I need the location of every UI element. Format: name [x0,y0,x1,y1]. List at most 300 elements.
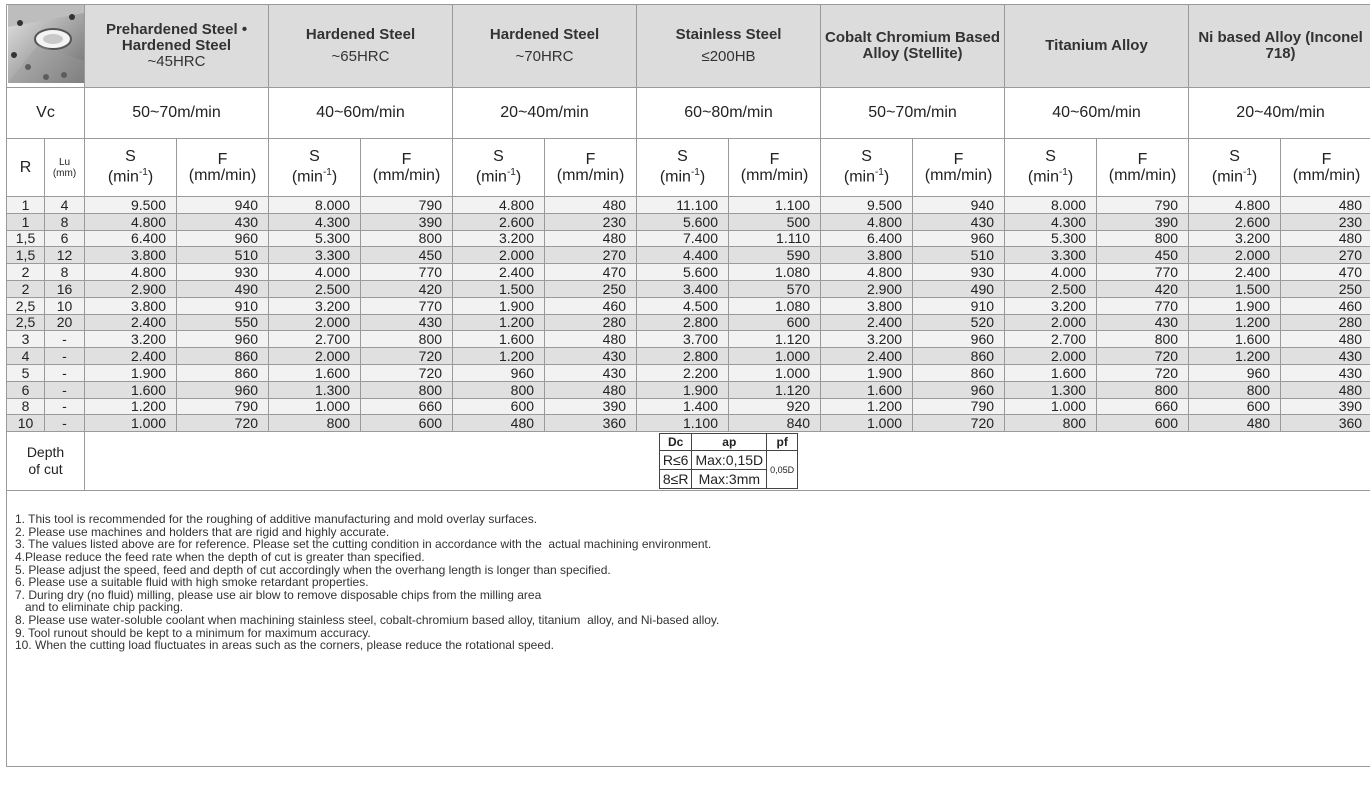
feed-cell: 1.100 [729,197,821,214]
speed-cell: 5.300 [269,230,361,247]
col-feed: F (mm/min) [913,139,1005,197]
note-line: 5. Please adjust the speed, feed and depth of cut accordingly when the overhang length is longer than specified. [15,562,611,577]
feed-cell: 480 [1281,381,1370,398]
speed-cell: 1.500 [453,280,545,297]
note-line: 2. Please use machines and holders that are rigid and highly accurate. [15,524,390,539]
feed-cell: 230 [1281,213,1370,230]
speed-cell: 5.600 [637,264,729,281]
material-header-4: Stainless Steel ≤200HB [637,5,821,88]
speed-cell: 1.200 [453,314,545,331]
feed-cell: 660 [1097,398,1189,415]
depth-header-ap: ap [692,434,767,451]
speed-cell: 1.600 [85,381,177,398]
feed-cell: 480 [545,230,637,247]
speed-cell: 6.400 [85,230,177,247]
speed-cell: 800 [269,415,361,432]
feed-cell: 390 [1281,398,1370,415]
speed-cell: 3.300 [269,247,361,264]
speed-cell: 480 [453,415,545,432]
material-header-6: Titanium Alloy [1005,5,1189,88]
speed-cell: 1.900 [453,297,545,314]
length-cell: 20 [45,314,85,331]
feed-cell: 570 [729,280,821,297]
speed-cell: 9.500 [85,197,177,214]
vc-value: 40~60m/min [269,88,453,139]
feed-cell: 940 [177,197,269,214]
speed-cell: 2.900 [821,280,913,297]
speed-cell: 1.100 [637,415,729,432]
depth-of-cut-row [7,432,1370,491]
speed-cell: 960 [1189,364,1281,381]
speed-cell: 6.400 [821,230,913,247]
speed-cell: 3.800 [821,297,913,314]
speed-cell: 800 [1189,381,1281,398]
feed-cell: 280 [1281,314,1370,331]
depth-label: Depth of cut [7,432,85,491]
feed-cell: 430 [177,213,269,230]
radius-cell: 4 [7,348,45,365]
feed-cell: 510 [913,247,1005,264]
feed-cell: 720 [913,415,1005,432]
note-line: 6. Please use a suitable fluid with high smoke retardant properties. [15,575,369,590]
speed-cell: 2.800 [637,348,729,365]
speed-cell: 3.200 [1005,297,1097,314]
speed-cell: 2.200 [637,364,729,381]
speed-cell: 11.100 [637,197,729,214]
feed-cell: 360 [1281,415,1370,432]
vc-value: 50~70m/min [85,88,269,139]
tool-illustration [7,5,85,88]
vc-value: 20~40m/min [1189,88,1370,139]
speed-cell: 3.200 [453,230,545,247]
col-lu: Lu (mm) [45,139,85,197]
speed-cell: 1.200 [1189,348,1281,365]
table-row [7,247,1370,264]
radius-cell: 1,5 [7,247,45,264]
speed-cell: 2.500 [269,280,361,297]
depth-pf-value: 0,05D [767,451,798,489]
length-cell: 6 [45,230,85,247]
speed-cell: 4.400 [637,247,729,264]
speed-cell: 600 [1189,398,1281,415]
table-row [7,230,1370,247]
speed-cell: 4.800 [85,264,177,281]
speed-cell: 3.200 [821,331,913,348]
feed-cell: 510 [177,247,269,264]
speed-cell: 1.600 [1005,364,1097,381]
feed-cell: 270 [1281,247,1370,264]
feed-cell: 860 [913,348,1005,365]
feed-cell: 860 [177,364,269,381]
speed-cell: 3.800 [85,297,177,314]
feed-cell: 430 [361,314,453,331]
table-row [7,381,1370,398]
speed-cell: 960 [453,364,545,381]
radius-cell: 1 [7,213,45,230]
feed-cell: 520 [913,314,1005,331]
speed-cell: 480 [1189,415,1281,432]
feed-cell: 430 [545,364,637,381]
feed-cell: 390 [1097,213,1189,230]
speed-cell: 1.200 [821,398,913,415]
length-cell: 8 [45,264,85,281]
table-row [7,264,1370,281]
feed-cell: 720 [361,348,453,365]
speed-cell: 2.400 [85,314,177,331]
length-cell: - [45,381,85,398]
col-feed: F (mm/min) [1281,139,1370,197]
feed-cell: 1.120 [729,381,821,398]
speed-cell: 4.300 [1005,213,1097,230]
feed-cell: 790 [361,197,453,214]
speed-cell: 9.500 [821,197,913,214]
speed-cell: 3.200 [85,331,177,348]
speed-cell: 4.800 [821,213,913,230]
speed-cell: 800 [1005,415,1097,432]
length-cell: 8 [45,213,85,230]
speed-cell: 2.400 [821,348,913,365]
speed-cell: 2.000 [1189,247,1281,264]
feed-cell: 600 [1097,415,1189,432]
feed-cell: 790 [913,398,1005,415]
feed-cell: 230 [545,213,637,230]
table-row [7,314,1370,331]
col-feed: F (mm/min) [729,139,821,197]
feed-cell: 1.080 [729,297,821,314]
speed-cell: 2.400 [85,348,177,365]
depth-ap-value: Max:3mm [692,470,767,489]
table-row [7,331,1370,348]
speed-cell: 600 [453,398,545,415]
vc-value: 60~80m/min [637,88,821,139]
feed-cell: 840 [729,415,821,432]
feed-cell: 770 [361,297,453,314]
feed-cell: 480 [1281,331,1370,348]
feed-cell: 270 [545,247,637,264]
feed-cell: 490 [177,280,269,297]
speed-cell: 1.000 [85,415,177,432]
speed-cell: 1.600 [1189,331,1281,348]
note-line: 10. When the cutting load fluctuates in areas such as the corners, please reduce the rotational speed. [15,638,554,653]
feed-cell: 800 [361,381,453,398]
notes-block [7,491,1370,767]
speed-cell: 2.700 [1005,331,1097,348]
col-r: R [7,139,45,197]
speed-cell: 4.500 [637,297,729,314]
feed-cell: 500 [729,213,821,230]
feed-cell: 920 [729,398,821,415]
feed-cell: 960 [913,381,1005,398]
speed-cell: 4.800 [821,264,913,281]
col-feed: F (mm/min) [545,139,637,197]
col-speed: S $(\min^{-1})$ [821,139,913,197]
speed-cell: 3.700 [637,331,729,348]
feed-cell: 1.120 [729,331,821,348]
feed-cell: 1.110 [729,230,821,247]
feed-cell: 450 [361,247,453,264]
feed-cell: 550 [177,314,269,331]
feed-cell: 250 [545,280,637,297]
col-feed: F (mm/min) [177,139,269,197]
speed-cell: 4.800 [85,213,177,230]
feed-cell: 430 [545,348,637,365]
feed-cell: 960 [177,230,269,247]
feed-cell: 1.000 [729,348,821,365]
feed-cell: 800 [361,230,453,247]
material-header-5: Cobalt Chromium Based Alloy (Stellite) [821,5,1005,88]
depth-header-dc: Dc [659,434,692,451]
feed-cell: 790 [1097,197,1189,214]
feed-cell: 480 [545,197,637,214]
speed-cell: 5.600 [637,213,729,230]
feed-cell: 480 [1281,230,1370,247]
feed-cell: 960 [913,230,1005,247]
feed-cell: 790 [177,398,269,415]
col-feed: F (mm/min) [1097,139,1189,197]
speed-cell: 1.000 [821,415,913,432]
speed-cell: 1.400 [637,398,729,415]
feed-cell: 360 [545,415,637,432]
depth-dc-value: 8≤R [659,470,692,489]
feed-cell: 720 [177,415,269,432]
speed-cell: 3.800 [821,247,913,264]
speed-cell: 1.300 [269,381,361,398]
length-cell: - [45,348,85,365]
feed-cell: 720 [1097,348,1189,365]
speed-cell: 3.800 [85,247,177,264]
radius-cell: 8 [7,398,45,415]
feed-cell: 460 [1281,297,1370,314]
speed-cell: 1.900 [1189,297,1281,314]
feed-cell: 800 [361,331,453,348]
feed-cell: 250 [1281,280,1370,297]
feed-cell: 720 [361,364,453,381]
speed-cell: 1.000 [1005,398,1097,415]
material-header-row [7,5,1370,88]
col-speed: S $(\min^{-1})$ [1005,139,1097,197]
radius-cell: 5 [7,364,45,381]
radius-cell: 10 [7,415,45,432]
depth-table-cell [85,432,1370,491]
speed-cell: 4.000 [1005,264,1097,281]
length-cell: 16 [45,280,85,297]
speed-cell: 1.000 [269,398,361,415]
radius-cell: 3 [7,331,45,348]
feed-cell: 930 [177,264,269,281]
feed-cell: 860 [177,348,269,365]
vc-label: Vc [7,88,85,139]
radius-cell: 2 [7,264,45,281]
feed-cell: 770 [1097,264,1189,281]
feed-cell: 910 [913,297,1005,314]
speed-cell: 5.300 [1005,230,1097,247]
vc-value: 50~70m/min [821,88,1005,139]
material-header-2: Hardened Steel ~65HRC [269,5,453,88]
depth-of-cut-table [659,433,798,489]
speed-cell: 7.400 [637,230,729,247]
depth-header-pf: pf [767,434,798,451]
note-line: and to eliminate chip packing. [15,600,184,615]
length-cell: 12 [45,247,85,264]
length-cell: - [45,398,85,415]
feed-cell: 960 [177,331,269,348]
feed-cell: 470 [545,264,637,281]
feed-cell: 910 [177,297,269,314]
feed-cell: 420 [361,280,453,297]
col-speed: S $(\min^{-1})$ [453,139,545,197]
speed-cell: 3.400 [637,280,729,297]
speed-cell: 1.600 [453,331,545,348]
feed-cell: 1.000 [729,364,821,381]
feed-cell: 390 [361,213,453,230]
speed-cell: 3.300 [1005,247,1097,264]
feed-cell: 280 [545,314,637,331]
speed-cell: 1.600 [269,364,361,381]
speed-cell: 2.600 [453,213,545,230]
depth-ap-value: Max:0,15D [692,451,767,470]
speed-cell: 3.200 [1189,230,1281,247]
feed-cell: 800 [1097,230,1189,247]
table-row [7,348,1370,365]
table-row [7,297,1370,314]
table-row [7,415,1370,432]
table-row [7,197,1370,214]
feed-cell: 770 [361,264,453,281]
vc-value: 40~60m/min [1005,88,1189,139]
note-line: 8. Please use water-soluble coolant when machining stainless steel, cobalt-chromium based alloy, titanium alloy, and Ni-based alloy. [15,612,720,627]
material-header-7: Ni based Alloy (Inconel 718) [1189,5,1370,88]
feed-cell: 450 [1097,247,1189,264]
feed-cell: 420 [1097,280,1189,297]
speed-cell: 2.900 [85,280,177,297]
speed-cell: 2.000 [269,314,361,331]
feed-cell: 590 [729,247,821,264]
speed-cell: 2.600 [1189,213,1281,230]
workpiece-icon [8,5,84,83]
col-speed: S $(\min^{-1})$ [85,139,177,197]
speed-cell: 2.000 [453,247,545,264]
radius-cell: 1 [7,197,45,214]
feed-cell: 660 [361,398,453,415]
note-line: 3. The values listed above are for reference. Please set the cutting condition in accordance with the actual machining environment. [15,537,712,552]
speed-cell: 2.400 [821,314,913,331]
material-header-3: Hardened Steel ~70HRC [453,5,637,88]
speed-cell: 800 [453,381,545,398]
speed-cell: 1.900 [637,381,729,398]
table-row [7,280,1370,297]
radius-cell: 1,5 [7,230,45,247]
note-line: 9. Tool runout should be kept to a minimum for maximum accuracy. [15,625,371,640]
table-row [7,398,1370,415]
feed-cell: 390 [545,398,637,415]
feed-cell: 480 [1281,197,1370,214]
note-line: 7. During dry (no fluid) milling, please use air blow to remove disposable chips from the milling area [15,587,542,602]
feed-cell: 940 [913,197,1005,214]
table-row [7,213,1370,230]
note-line: 1. This tool is recommended for the roughing of additive manufacturing and mold overlay surfaces. [15,512,538,527]
radius-cell: 2,5 [7,314,45,331]
speed-cell: 2.400 [453,264,545,281]
speed-cell: 3.200 [269,297,361,314]
speed-cell: 1.200 [1189,314,1281,331]
length-cell: 4 [45,197,85,214]
col-speed: S $(\min^{-1})$ [637,139,729,197]
speed-cell: 4.300 [269,213,361,230]
feed-cell: 930 [913,264,1005,281]
feed-cell: 800 [1097,331,1189,348]
depth-dc-value: R≤6 [659,451,692,470]
material-header-1: Prehardened Steel • Hardened Steel ~45HRC [85,5,269,88]
feed-cell: 960 [177,381,269,398]
radius-cell: 2,5 [7,297,45,314]
speed-cell: 4.800 [1189,197,1281,214]
speed-cell: 4.000 [269,264,361,281]
feed-cell: 720 [1097,364,1189,381]
speed-cell: 2.000 [269,348,361,365]
feed-cell: 430 [1281,364,1370,381]
speed-cell: 2.700 [269,331,361,348]
radius-cell: 6 [7,381,45,398]
feed-cell: 960 [913,331,1005,348]
feed-cell: 600 [729,314,821,331]
length-cell: - [45,331,85,348]
feed-cell: 1.080 [729,264,821,281]
feed-cell: 480 [545,381,637,398]
col-speed: S $(\min^{-1})$ [1189,139,1281,197]
length-cell: - [45,415,85,432]
length-cell: 10 [45,297,85,314]
col-feed: F (mm/min) [361,139,453,197]
speed-cell: 8.000 [1005,197,1097,214]
table-row [7,364,1370,381]
speed-cell: 1.600 [821,381,913,398]
feed-cell: 480 [545,331,637,348]
feed-cell: 470 [1281,264,1370,281]
speed-cell: 2.800 [637,314,729,331]
speed-cell: 2.400 [1189,264,1281,281]
feed-cell: 860 [913,364,1005,381]
speed-cell: 1.200 [453,348,545,365]
speed-cell: 1.500 [1189,280,1281,297]
speed-cell: 1.300 [1005,381,1097,398]
speed-cell: 1.900 [821,364,913,381]
feed-cell: 600 [361,415,453,432]
length-cell: - [45,364,85,381]
speed-cell: 2.500 [1005,280,1097,297]
feed-cell: 800 [1097,381,1189,398]
notes-row [7,491,1370,767]
cutting-speed-row [7,88,1370,139]
feed-cell: 490 [913,280,1005,297]
speed-cell: 2.000 [1005,348,1097,365]
cutting-conditions-table [6,4,1370,767]
speed-cell: 8.000 [269,197,361,214]
feed-cell: 770 [1097,297,1189,314]
feed-cell: 430 [1281,348,1370,365]
note-line: 4.Please reduce the feed rate when the depth of cut is greater than specified. [15,549,425,564]
speed-cell: 4.800 [453,197,545,214]
column-header-row [7,139,1370,197]
speed-cell: 2.000 [1005,314,1097,331]
feed-cell: 430 [913,213,1005,230]
feed-cell: 460 [545,297,637,314]
radius-cell: 2 [7,280,45,297]
col-speed: S $(\min^{-1})$ [269,139,361,197]
feed-cell: 430 [1097,314,1189,331]
vc-value: 20~40m/min [453,88,637,139]
speed-cell: 1.200 [85,398,177,415]
speed-cell: 1.900 [85,364,177,381]
